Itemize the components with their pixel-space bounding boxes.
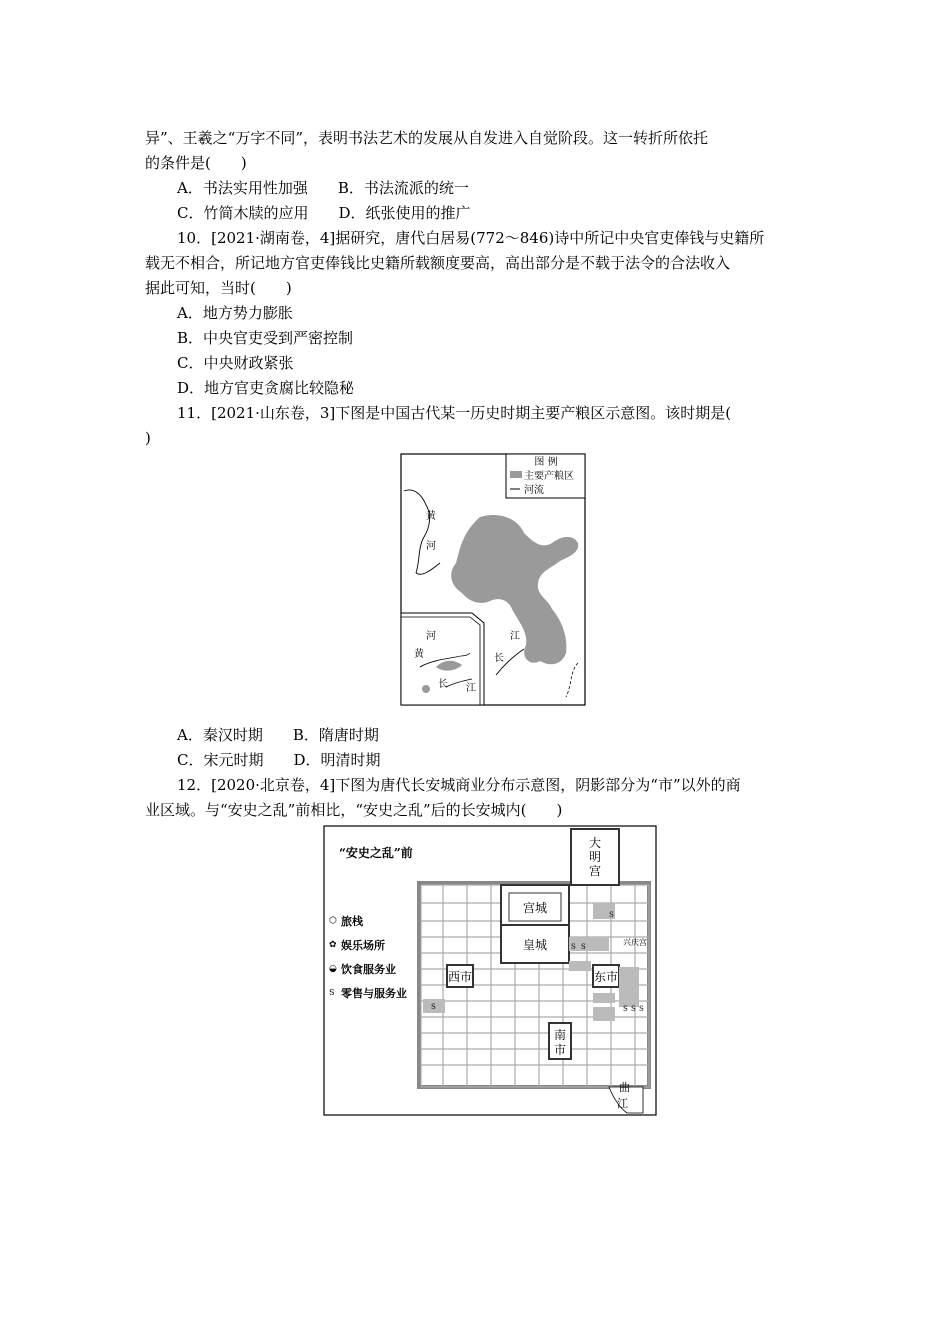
q9-options-cd: C．竹简木牍的应用 D．纸张使用的推广 xyxy=(177,204,471,222)
south-market-char-2: 市 xyxy=(553,1043,567,1057)
legend-entertainment-icon: ✿ xyxy=(329,940,337,950)
legend-river-label: 河流 xyxy=(524,485,544,496)
svg-text:S: S xyxy=(431,1003,436,1011)
daming-char-2: 明 xyxy=(588,850,602,864)
legend-entertainment: 娱乐场所 xyxy=(341,939,385,952)
qujiang-char-1: 曲 xyxy=(619,1081,630,1094)
daming-char-1: 大 xyxy=(588,836,602,850)
svg-text:S: S xyxy=(623,1005,628,1013)
east-market-label: 东市 xyxy=(593,970,619,984)
inset-label-chang: 长 xyxy=(438,679,448,690)
svg-text:S: S xyxy=(639,1005,644,1013)
q11-text-line2: ) xyxy=(145,429,151,447)
legend-title: 图 例 xyxy=(534,457,558,468)
q9-text-line2: 的条件是( ) xyxy=(145,154,247,172)
svg-text:S: S xyxy=(609,911,614,919)
q10-option-c: C．中央财政紧张 xyxy=(177,354,294,372)
legend-inn: 旅栈 xyxy=(341,915,363,928)
label-chang: 长 xyxy=(494,653,504,664)
inset-grain-dot xyxy=(422,685,430,693)
legend-food-icon: ◒ xyxy=(329,964,337,974)
xingqing-palace-label: 兴庆宫 xyxy=(623,938,647,947)
gongcheng-label: 宫城 xyxy=(522,901,548,915)
south-market-char-1: 南 xyxy=(553,1028,567,1042)
q11-text-line1: 11．[2021·山东卷，3]下图是中国古代某一历史时期主要产粮区示意图。该时期是( xyxy=(177,404,732,422)
q10-text-line2: 载无不相合，所记地方官吏俸钱比史籍所载额度要高，高出部分是不载于法令的合法收入 xyxy=(145,254,731,272)
legend-grain-swatch xyxy=(510,471,522,478)
huangcheng-label: 皇城 xyxy=(522,938,548,952)
q12-text-line2: 业区域。与“安史之乱”前相比，“安史之乱”后的长安城内( ) xyxy=(145,801,563,819)
q10-text-line3: 据此可知，当时( ) xyxy=(145,279,292,297)
legend-retail: 零售与服务业 xyxy=(341,987,407,1000)
label-he: 河 xyxy=(426,541,436,552)
inset-label-he: 河 xyxy=(426,631,436,642)
q10-text-line1: 10．[2021·湖南卷，4]据研究，唐代白居易(772～846)诗中所记中央官吏俸钱与史籍所 xyxy=(177,229,765,247)
legend-food: 饮食服务业 xyxy=(341,963,396,976)
q9-text-line1: 异”、王羲之“万字不同”，表明书法艺术的发展从自发进入自觉阶段。这一转折所依托 xyxy=(145,129,709,147)
label-jiang: 江 xyxy=(510,631,520,642)
map-title: “安史之乱”前 xyxy=(339,846,413,860)
q10-option-a: A．地方势力膨胀 xyxy=(177,304,293,322)
q10-option-d: D．地方官吏贪腐比较隐秘 xyxy=(177,379,355,397)
changan-commerce-map xyxy=(323,825,657,1117)
legend-retail-icon: S xyxy=(329,988,335,997)
inset-label-jiang: 江 xyxy=(466,683,476,694)
qujiang-char-2: 江 xyxy=(617,1097,628,1110)
grain-region-map xyxy=(400,453,586,707)
inset-label-huang: 黄 xyxy=(414,649,424,660)
q12-text-line1: 12．[2020·北京卷，4]下图为唐代长安城商业分布示意图，阴影部分为“市”以外的商 xyxy=(177,776,741,794)
legend-inn-icon: ⬡ xyxy=(329,916,337,926)
svg-text:S: S xyxy=(581,943,586,951)
daming-char-3: 宫 xyxy=(588,864,602,878)
q11-options-cd: C．宋元时期 D．明清时期 xyxy=(177,751,381,769)
svg-text:S: S xyxy=(631,1005,636,1013)
q9-options-ab: A．书法实用性加强 B．书法流派的统一 xyxy=(177,179,469,197)
svg-text:S: S xyxy=(571,943,576,951)
q10-option-b: B．中央官吏受到严密控制 xyxy=(177,329,354,347)
q11-options-ab: A．秦汉时期 B．隋唐时期 xyxy=(177,726,379,744)
label-huang: 黄 xyxy=(426,511,436,522)
legend-grain-label: 主要产粮区 xyxy=(524,471,574,482)
west-market-label: 西市 xyxy=(447,970,473,984)
